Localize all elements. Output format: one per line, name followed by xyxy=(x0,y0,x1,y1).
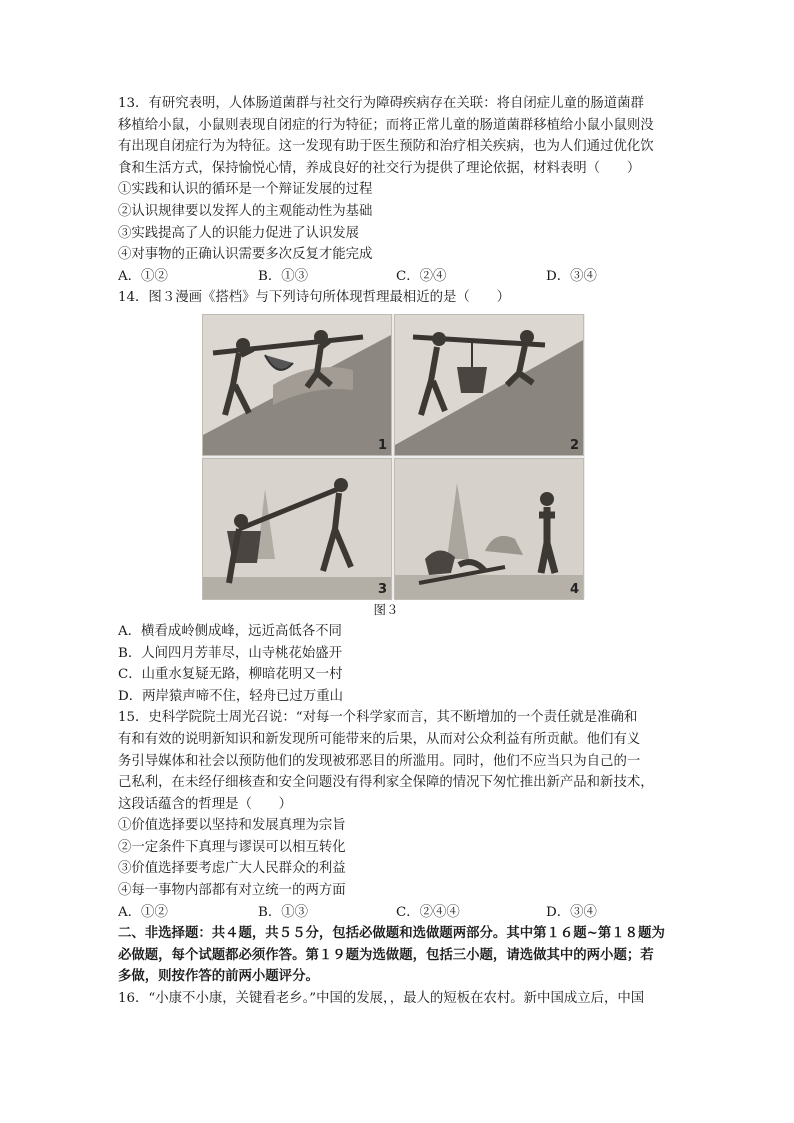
question-13 xyxy=(118,93,678,287)
q15-stem-line-1: 15．史科学院院士周光召说：“对每一个科学家而言，其不断增加的一个责任就是准确和 xyxy=(118,710,638,726)
section-2-header xyxy=(118,923,678,988)
q16-stem-line-1: 16．“小康不小康，关键看老乡。”中国的发展，，最人的短板在农村。新中国成立后，中国 xyxy=(118,991,645,1007)
cartoon-figure xyxy=(202,314,585,599)
question-15 xyxy=(118,707,678,923)
q13-stem-line-2: 移植给小鼠，小鼠则表现自闭症的行为特征；而将正常儿童的肠道菌群移植给小鼠小鼠则没 xyxy=(118,117,654,133)
q15-item-2: ②一定条件下真理与谬误可以相互转化 xyxy=(118,839,346,855)
cartoon-panel-2 xyxy=(394,314,584,456)
q15-option-b: B．①③ xyxy=(258,904,309,920)
cartoon-panel-3 xyxy=(202,458,392,600)
q15-item-1: ①价值选择要以坚持和发展真理为宗旨 xyxy=(118,818,346,834)
figure-caption: 图３ xyxy=(373,601,399,617)
q13-item-2: ②认识规律要以发挥人的主观能动性为基础 xyxy=(118,203,373,219)
q13-item-1: ①实践和认识的循环是一个辩证发展的过程 xyxy=(118,182,373,198)
q14-option-d: D．两岸猿声啼不住，轻舟已过万重山 xyxy=(118,688,343,704)
q15-item-3: ③价值选择要考虑广大人民群众的利益 xyxy=(118,861,346,877)
q15-stem-line-3: 务引导媒体和社会以预防他们的发现被邪恶目的所滥用。同时，他们不应当只为自己的一 xyxy=(118,753,641,769)
q13-stem-line-4: 食和生活方式，保持愉悦心情，养成良好的社交行为提供了理论依据，材料表明（ ） xyxy=(118,160,641,176)
exam-page-content xyxy=(118,93,678,1010)
section-2-line-1: 二、非选择题：共４题，共５５分，包括必做题和选做题两部分。其中第１６题~第１８题为 xyxy=(118,925,665,942)
question-16 xyxy=(118,988,678,1010)
q14-stem: 14．图３漫画《搭档》与下列诗句所体现哲理最相近的是（ ） xyxy=(118,290,510,306)
q13-option-c: C．②④ xyxy=(396,268,447,284)
q13-option-d: D．③④ xyxy=(546,268,597,284)
q15-item-4: ④每一事物内部都有对立统一的两方面 xyxy=(118,883,346,899)
q13-option-a: A．①② xyxy=(118,268,168,284)
q14-option-a: A．横看成岭侧成峰，远近高低各不同 xyxy=(118,623,342,639)
q13-stem-line-3: 有出现自闭症行为为特征。这一发现有助于医生预防和治疗相关疾病，也为人们通过优化饮 xyxy=(118,139,654,155)
q13-item-3: ③实践提高了人的识能力促进了认识发展 xyxy=(118,225,360,241)
q15-stem-line-4: 己私利，在未经仔细核查和安全问题没有得利家全保障的情况下匆忙推出新产品和新技术， xyxy=(118,775,654,791)
question-14 xyxy=(118,287,678,707)
q13-options xyxy=(118,266,678,288)
q15-stem-line-5: 这段话蕴含的哲理是（ ） xyxy=(118,796,293,812)
section-2-line-3: 多做，则按作答的前两小题评分。 xyxy=(118,968,319,985)
panel-number-4: 4 xyxy=(569,581,579,597)
q15-option-c: C．②④④ xyxy=(396,904,460,920)
q13-option-b: B．①③ xyxy=(258,268,309,284)
q14-option-c: C．山重水复疑无路，柳暗花明又一村 xyxy=(118,667,343,683)
q13-stem-line-1: 13．有研究表明，人体肠道菌群与社交行为障碍疾病存在关联：将自闭症儿童的肠道菌群 xyxy=(118,96,644,111)
q14-option-b: B．人间四月芳菲尽，山寺桃花始盛开 xyxy=(118,645,343,661)
q15-option-d: D．③④ xyxy=(546,904,597,920)
q15-option-a: A．①② xyxy=(118,904,168,920)
cartoon-panel-4 xyxy=(394,458,584,600)
panel-number-2: 2 xyxy=(569,437,579,453)
cartoon-panel-1 xyxy=(202,314,392,456)
q15-stem-line-2: 有和有效的说明新知识和新发现所可能带来的后果，从而对公众利益有所贡献。他们有义 xyxy=(118,731,641,747)
q15-options xyxy=(118,902,678,924)
panel-number-1: 1 xyxy=(377,437,387,453)
panel-number-3: 3 xyxy=(377,581,387,597)
section-2-line-2: 必做题，每个试题都必须作答。第１９题为选做题，包括三小题，请选做其中的两小题；若 xyxy=(118,946,654,963)
q13-item-4: ④对事物的正确认识需要多次反复才能完成 xyxy=(118,247,373,263)
